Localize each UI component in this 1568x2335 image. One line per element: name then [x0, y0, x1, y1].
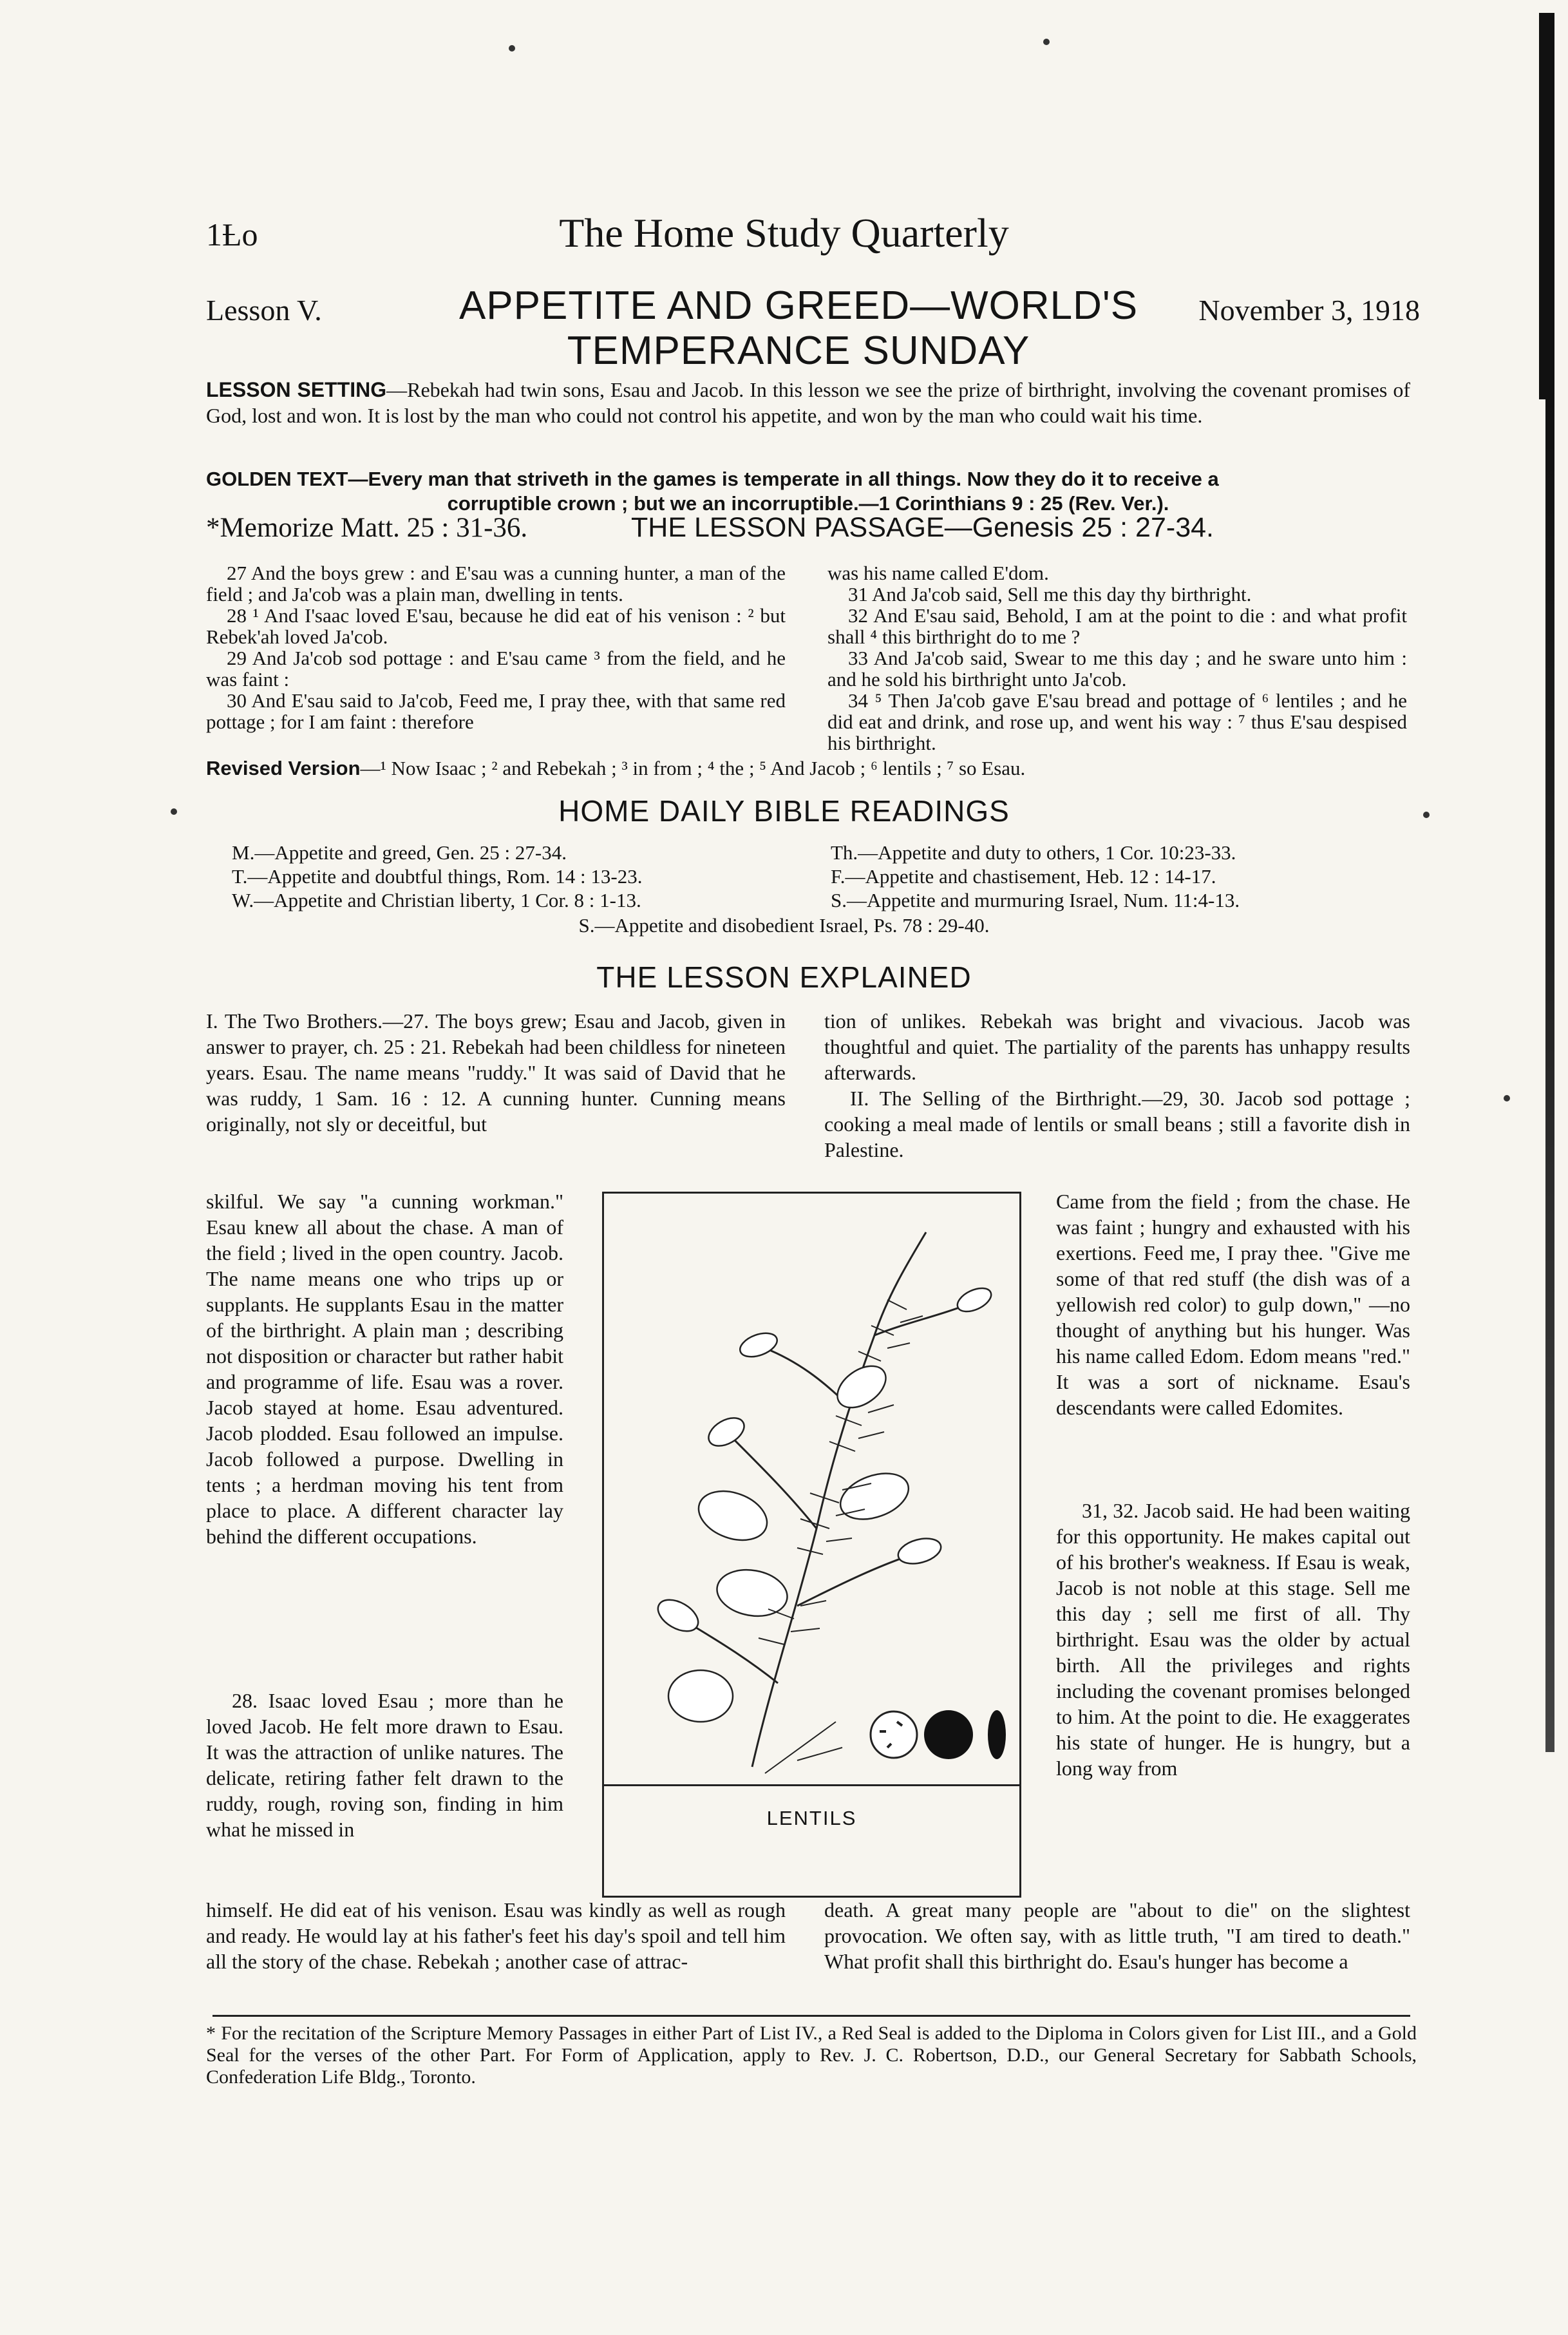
scan-speck — [1043, 39, 1050, 45]
figure-caption: LENTILS — [766, 1807, 857, 1829]
reading-item: S.—Appetite and murmuring Israel, Num. 11:4-13. — [831, 889, 1240, 911]
explained-right-narrow-2: 31, 32. Jacob said. He had been waiting for this opportunity. He makes capital out of his brother's weakness. If Esau is weak, Jacob is not noble at this stage. Sell me this day ; sell me first of all. Thy birthright. Esau was the older by actual birth. All the privileges and rights including the covenant promises belonged to him. At the point to die. He exaggerates his state of hunger. He is hungry, but a long way from — [1056, 1499, 1410, 1780]
revised-version-note — [206, 757, 1410, 780]
explained-left-narrow-2: 28. Isaac loved Esau ; more than he loved Jacob. He felt more drawn to Esau. It was the attraction of unlike natures. The delicate, retiring father felt drawn to the ruddy, rough, roving son, finding in him what he missed in — [206, 1689, 563, 1841]
daily-readings-left — [232, 841, 798, 912]
golden-text-line2: corruptible crown ; but we an incorruptible.—1 Corinthians 9 : 25 (Rev. Ver.). — [447, 492, 1169, 515]
lentil-plant-drawing — [604, 1194, 1019, 1783]
reading-item: F.—Appetite and chastisement, Heb. 12 : 14-17. — [831, 865, 1216, 888]
passage-verse: 29 And Ja'cob sod pottage : and E'sau came ³ from the field, and he was faint : — [206, 647, 786, 691]
footnote: * For the recitation of the Scripture Memory Passages in either Part of List IV., a Red Seal is added to the Diploma in Colors given for List III., and a Gold Seal for the verses of the other Part. For Form of Application, apply to Rev. J. C. Robertson, D.D., our General Secretary for Sabbath Schools, Confederation Life Bldg., Toronto. — [206, 2023, 1417, 2088]
lesson-setting — [206, 377, 1410, 428]
passage-column-left — [206, 562, 786, 732]
lesson-explained-heading: THE LESSON EXPLAINED — [596, 960, 972, 994]
passage-verse: 33 And Ja'cob said, Swear to me this day ; and he sware unto him : and he sold his birthright unto Ja'cob. — [827, 647, 1407, 691]
reading-item: W.—Appetite and Christian liberty, 1 Cor. 8 : 1-13. — [232, 889, 641, 911]
explained-right-narrow: Came from the field ; from the chase. He was faint ; hungry and exhausted with his exertions. Feed me, I pray thee. "Give me some of that red stuff (the dish was of a yellowish red color) to gulp down," —no thought of anything but his hunger. Was his name called Edom. Edom means "red." It was a sort of nickname. Esau's descendants were called Edomites. — [1056, 1190, 1410, 1419]
scan-edge-bar — [1539, 13, 1554, 399]
memorize-note: *Memorize Matt. 25 : 31-36. — [206, 513, 528, 543]
reading-item-last: S.—Appetite and disobedient Israel, Ps. 78 : 29-40. — [578, 914, 990, 937]
explained-right-top: tion of unlikes. Rebekah was bright and vivacious. Jacob was thoughtful and quiet. The partiality of the parents has unhappy results afterwards. — [824, 1009, 1410, 1084]
lesson-number: Lesson V. — [206, 294, 322, 327]
page-number: 1Ƚo — [206, 216, 258, 253]
passage-verse: 27 And the boys grew : and E'sau was a cunning hunter, a man of the field ; and Ja'cob was a plain man, dwelling in tents. — [206, 562, 786, 605]
explained-bottom-left: himself. He did eat of his venison. Esau was kindly as well as rough and ready. He would lay at his father's feet his day's spoil and tell him all the story of the chase. Rebekah ; another case of attrac- — [206, 1898, 786, 1973]
golden-text-line1: GOLDEN TEXT—Every man that striveth in the games is temperate in all things. Now they do it to receive a — [206, 468, 1219, 490]
passage-column-right — [827, 562, 1407, 754]
lesson-passage-heading: THE LESSON PASSAGE—Genesis 25 : 27-34. — [631, 512, 1214, 543]
running-head: The Home Study Quarterly — [559, 210, 1009, 256]
explained-bottom-right: death. A great many people are "about to die" on the slightest provocation. We often say, with as little truth, "I am tired to death." What profit shall this birthright do. Esau's hunger has become a — [824, 1898, 1410, 1973]
passage-verse: 31 And Ja'cob said, Sell me this day thy birthright. — [848, 583, 1252, 605]
reading-item: T.—Appetite and doubtful things, Rom. 14 : 13-23. — [232, 865, 643, 888]
scan-speck — [509, 45, 515, 52]
lesson-date: November 3, 1918 — [1198, 294, 1420, 327]
footnote-rule — [213, 2015, 1410, 2017]
lentils-illustration — [602, 1192, 1021, 1898]
reading-item: Th.—Appetite and duty to others, 1 Cor. 10:23-33. — [831, 841, 1236, 864]
passage-verse: 28 ¹ And I'saac loved E'sau, because he did eat of his venison : ² but Rebek'ah loved Ja'cob. — [206, 604, 786, 648]
passage-verse: 30 And E'sau said to Ja'cob, Feed me, I pray thee, with that same red pottage ; for I am faint : therefore — [206, 689, 786, 733]
explained-left-top: I. The Two Brothers.—27. The boys grew; Esau and Jacob, given in answer to prayer, ch. 25 : 21. Rebekah had been childless for nineteen years. Esau. The name means "ruddy." It was said of David that he was ruddy, 1 Sam. 16 : 12. A cunning hunter. Cunning means originally, not sly or deceitful, but — [206, 1009, 786, 1136]
passage-verse: was his name called E'dom. — [827, 562, 1049, 584]
passage-verse: 34 ⁵ Then Ja'cob gave E'sau bread and pottage of ⁶ lentiles ; and he did eat and drink, and rose up, and went his way : ⁷ thus E'sau despised his birthright. — [827, 689, 1407, 754]
daily-readings-right — [831, 841, 1410, 912]
explained-left-narrow: skilful. We say "a cunning workman." Esau knew all about the chase. A man of the field ; lived in the open country. Jacob. The name means one who trips up or supplants. He supplants Esau in the matter of the birthright. A plain man ; describing not disposition or character but rather habit and programme of life. Esau was a rover. Jacob stayed at home. Esau adventured. Jacob plodded. Esau followed an impulse. Jacob followed a purpose. Dwelling in tents ; a herdman moving his tent from place to place. A different character lay behind the different occupations. — [206, 1190, 563, 1548]
golden-text — [206, 467, 1410, 516]
lesson-setting-text: —Rebekah had twin sons, Esau and Jacob. In this lesson we see the prize of birthright, involving the covenant promises of God, lost and won. It is lost by the man who could not control his appetite, and won by the man who could wait his time. — [206, 378, 1411, 427]
passage-verse: 32 And E'sau said, Behold, I am at the point to die : and what profit shall ⁴ this birthright do to me ? — [827, 604, 1407, 648]
figure-caption-rule — [602, 1784, 1021, 1786]
revised-version-label: Revised Version — [206, 757, 361, 779]
revised-version-text: —¹ Now Isaac ; ² and Rebekah ; ³ in from ; ⁴ the ; ⁵ And Jacob ; ⁶ lentils ; ⁷ so Esau. — [360, 757, 1026, 779]
lesson-title: APPETITE AND GREED—WORLD'S TEMPERANCE SUNDAY — [458, 283, 1138, 373]
scan-speck — [1504, 1095, 1510, 1101]
lesson-setting-label: LESSON SETTING — [206, 378, 387, 401]
reading-item: M.—Appetite and greed, Gen. 25 : 27-34. — [232, 841, 567, 864]
explained-right-top-2: II. The Selling of the Birthright.—29, 30. Jacob sod pottage ; cooking a meal made of lentils or small beans ; still a favorite dish in Palestine. — [824, 1087, 1410, 1161]
daily-readings-heading: HOME DAILY BIBLE READINGS — [558, 794, 1010, 828]
scan-edge-bar-lower — [1545, 399, 1554, 1752]
